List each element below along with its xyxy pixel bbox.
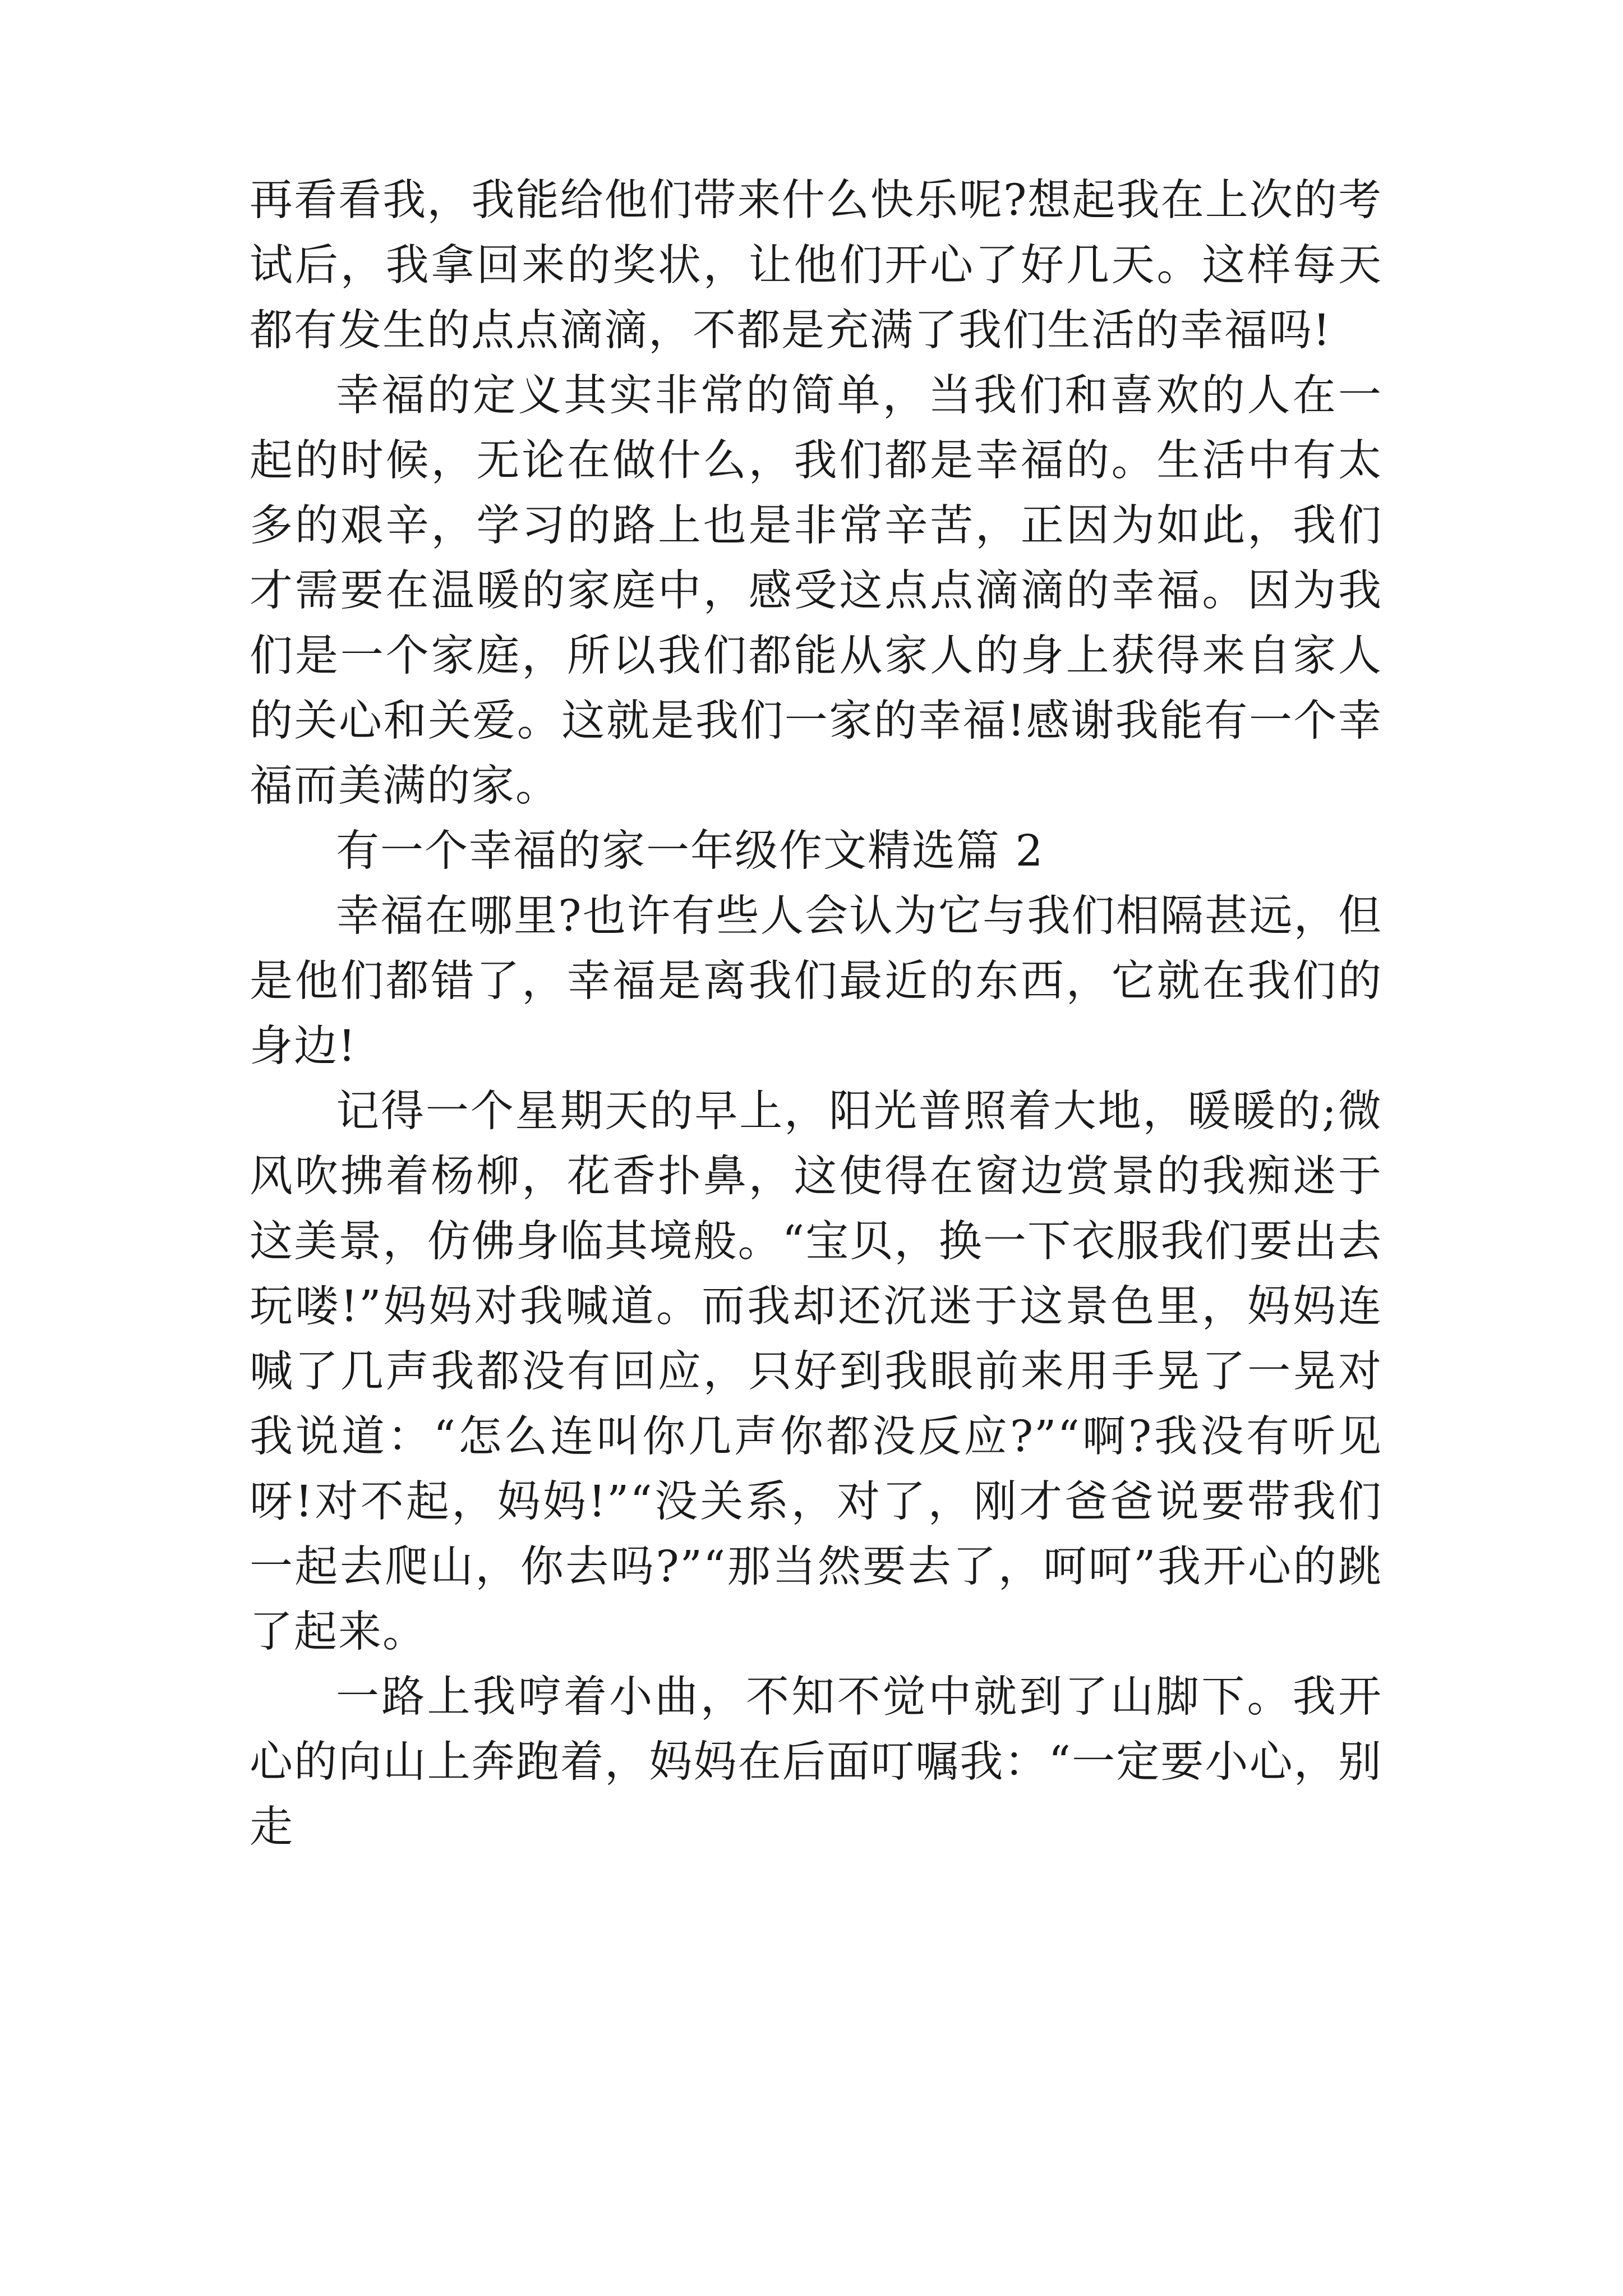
document-body	[250, 168, 1382, 1860]
paragraph-5: 一路上我哼着小曲，不知不觉中就到了山脚下。我开心的向山上奔跑着，妈妈在后面叮嘱我：“一定要小心，别走	[250, 1672, 1382, 1852]
paragraph-2: 幸福的定义其实非常的简单，当我们和喜欢的人在一起的时候，无论在做什么，我们都是幸福的。生活中有太多的艰辛，学习的路上也是非常辛苦，正因为如此，我们才需要在温暖的家庭中，感受这点点滴滴的幸福。因为我们是一个家庭，所以我们都能从家人的身上获得来自家人的关心和关爱。这就是我们一家的幸福!感谢我能有一个幸福而美满的家。	[250, 371, 1382, 811]
section-heading: 有一个幸福的家一年级作文精选篇 2	[336, 826, 1044, 876]
paragraph-1: 再看看我，我能给他们带来什么快乐呢?想起我在上次的考试后，我拿回来的奖状，让他们开心了好几天。这样每天都有发生的点点滴滴，不都是充满了我们生活的幸福吗!	[250, 176, 1382, 356]
paragraph-3: 幸福在哪里?也许有些人会认为它与我们相隔甚远，但是他们都错了，幸福是离我们最近的东西，它就在我们的身边!	[250, 891, 1382, 1071]
paragraph-4: 记得一个星期天的早上，阳光普照着大地，暖暖的;微风吹拂着杨柳，花香扑鼻，这使得在窗边赏景的我痴迷于这美景，仿佛身临其境般。“宝贝，换一下衣服我们要出去玩喽!”妈妈对我喊道。而我却还沉迷于这景色里，妈妈连喊了几声我都没有回应，只好到我眼前来用手晃了一晃对我说道：“怎么连叫你几声你都没反应?”“啊?我没有听见呀!对不起，妈妈!”“没关系，对了，刚才爸爸说要带我们一起去爬山，你去吗?”“那当然要去了，呵呵”我开心的跳了起来。	[250, 1087, 1382, 1657]
